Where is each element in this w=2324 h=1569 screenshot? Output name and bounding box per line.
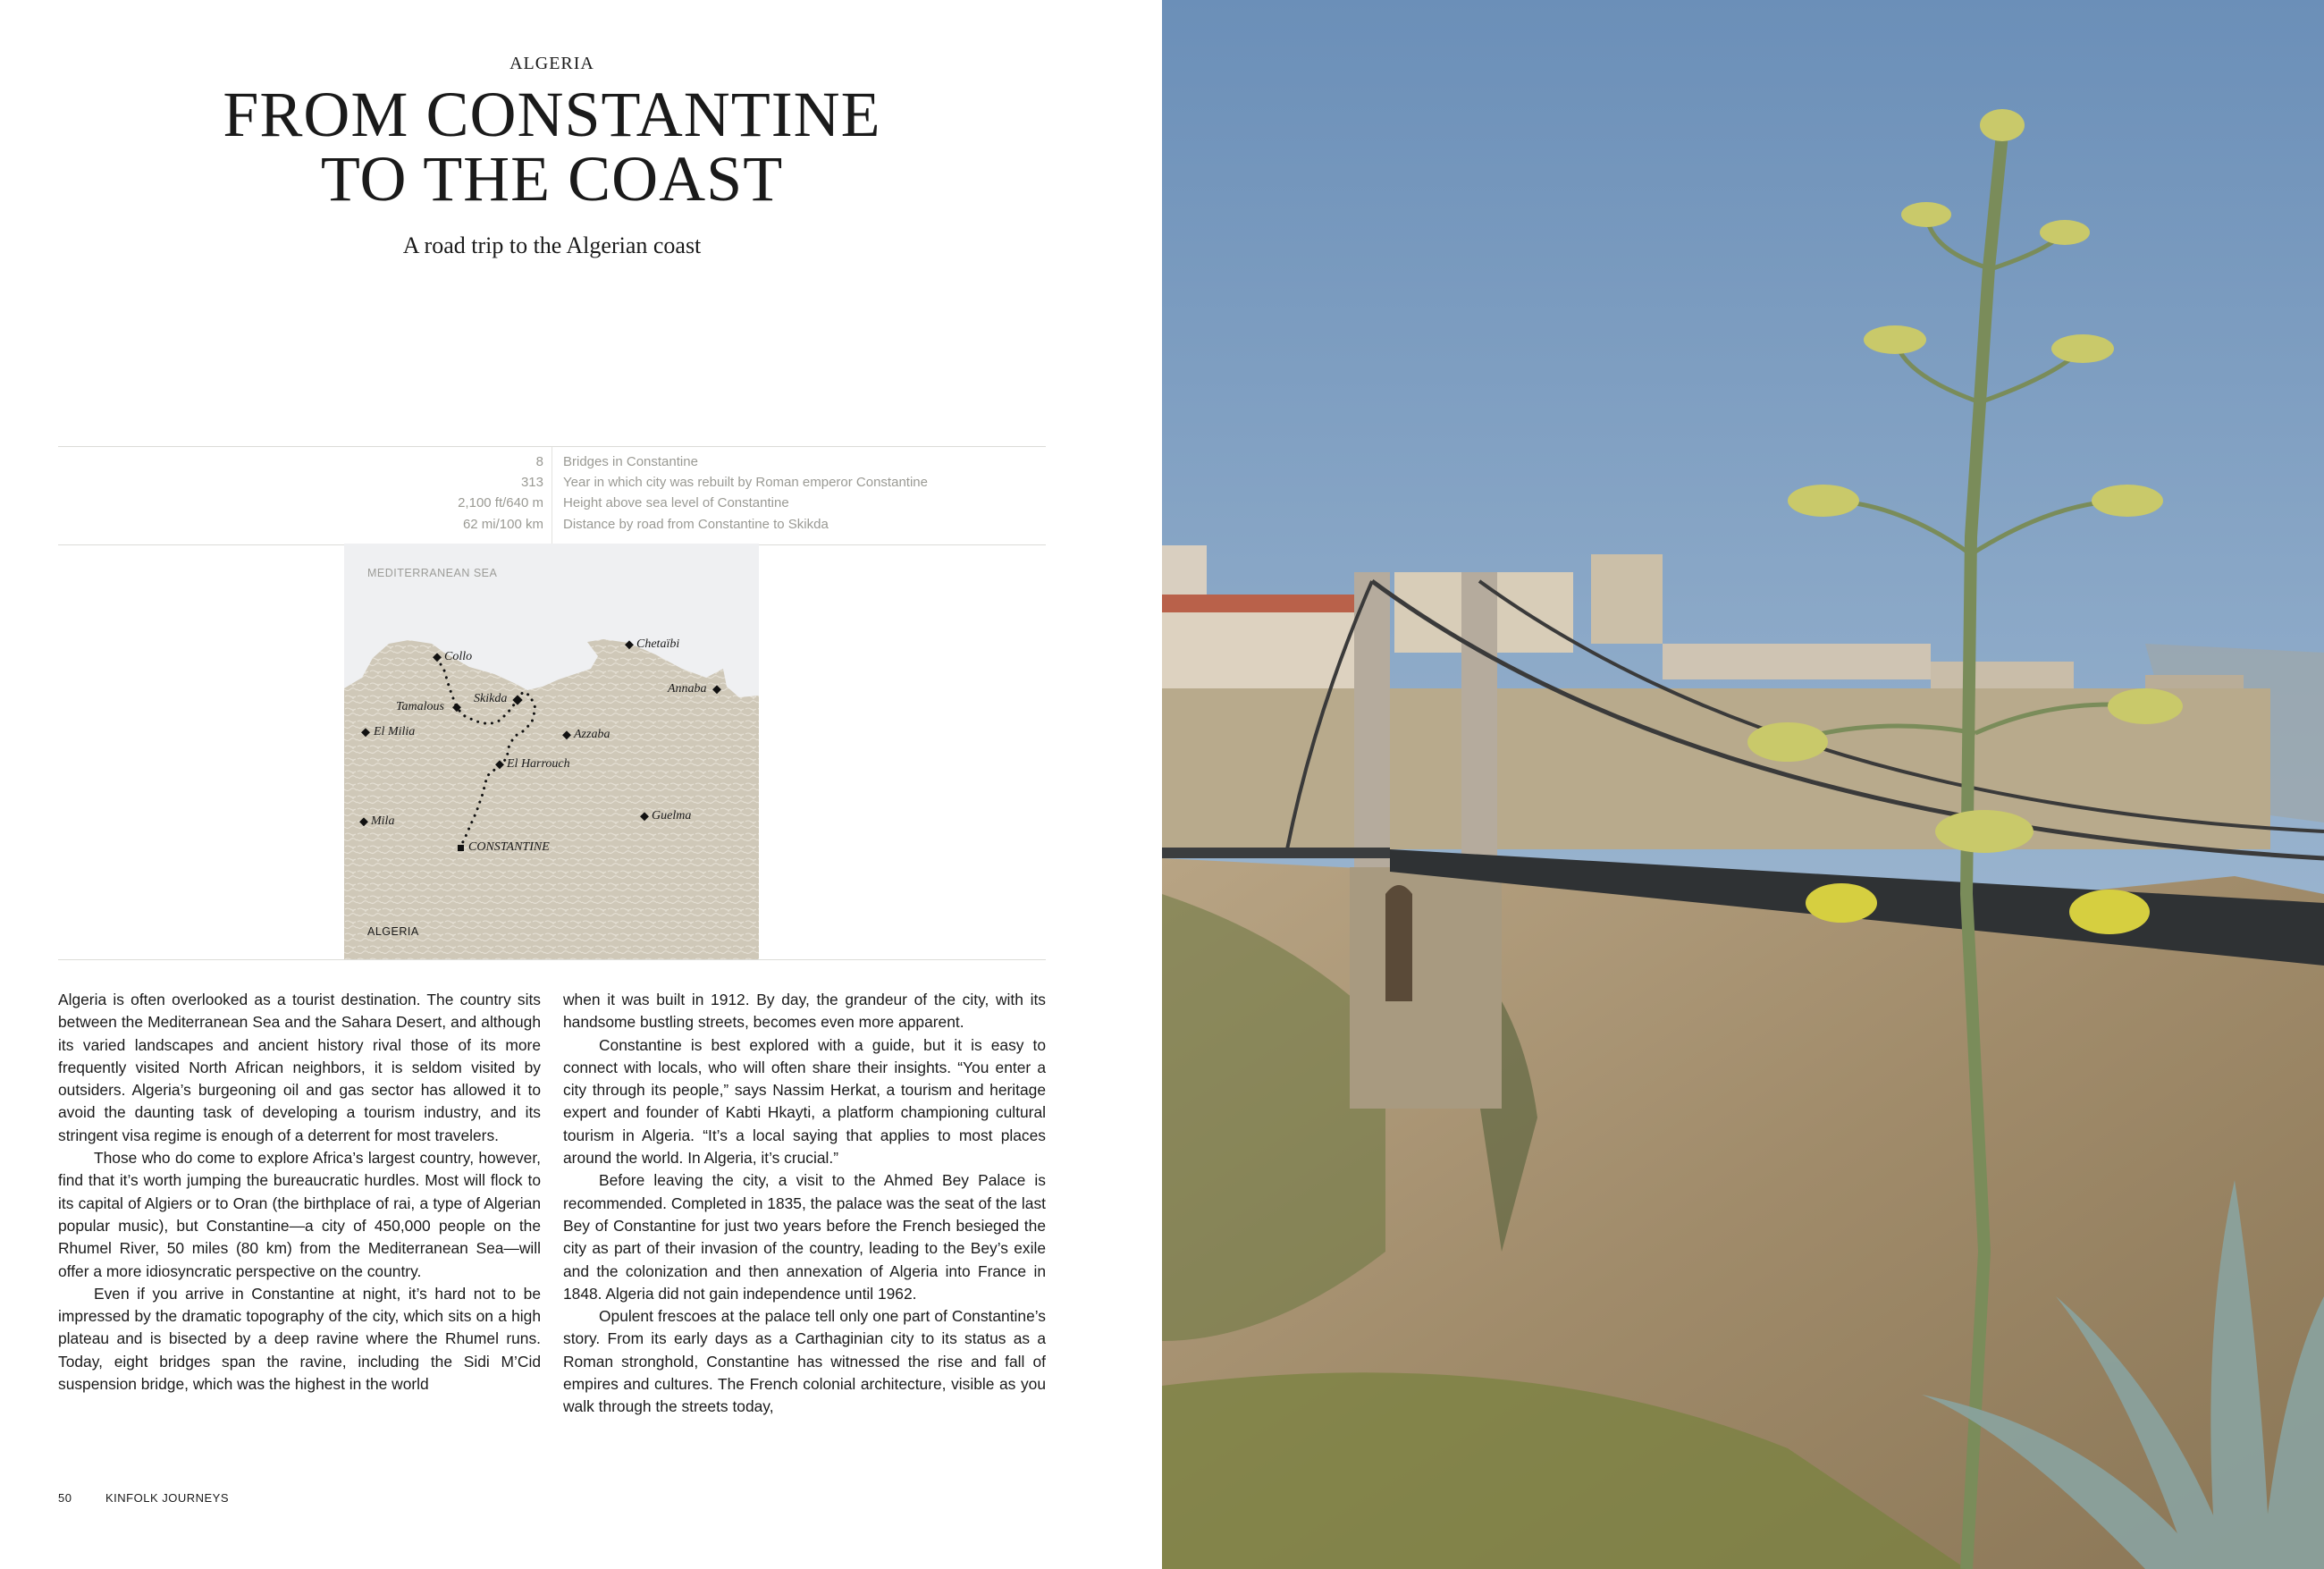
fact-value: 2,100 ft/640 m <box>458 495 543 510</box>
title-line-2: TO THE COAST <box>320 143 784 215</box>
constantine-bridge-photo <box>1162 0 2324 1569</box>
place-label-chetaibi: Chetaïbi <box>636 637 680 651</box>
fact-row <box>58 454 1046 474</box>
paragraph: when it was built in 1912. By day, the grandeur of the city, with its handsome bustling streets, becomes even more apparent. <box>563 991 1046 1032</box>
fact-row <box>58 495 1046 515</box>
fact-label: Bridges in Constantine <box>563 454 698 469</box>
fact-row <box>58 475 1046 494</box>
country-label: ALGERIA <box>367 925 419 938</box>
place-label-guelma: Guelma <box>652 809 692 822</box>
fact-row <box>58 517 1046 536</box>
place-label-annaba: Annaba <box>668 682 707 696</box>
place-label-tamalous: Tamalous <box>396 700 444 713</box>
place-label-el-milia: El Milia <box>374 725 416 738</box>
fact-value: 8 <box>535 454 543 469</box>
map-graphic <box>344 544 759 959</box>
fact-label: Year in which city was rebuilt by Roman emperor Constantine <box>563 475 928 490</box>
place-label-constantine: CONSTANTINE <box>468 840 550 854</box>
sea-label: MEDITERRANEAN SEA <box>367 567 498 579</box>
facts-table <box>58 446 1046 545</box>
fact-value: 62 mi/100 km <box>462 517 543 532</box>
paragraph: Opulent frescoes at the palace tell only one part of Constantine’s story. From its early days as a Carthaginian city to its status as a Roman stronghold, Constantine has witnessed the rise and fall of empires and cultures. The French colonial architecture, visible as you walk through the streets today, <box>563 1307 1046 1416</box>
fact-label: Height above sea level of Constantine <box>563 495 789 510</box>
place-label-skikda: Skikda <box>474 692 508 705</box>
section-rule <box>58 959 1046 960</box>
photo-graphic <box>1162 0 2324 1569</box>
page-number: 50 <box>58 1491 72 1505</box>
place-label-azzaba: Azzaba <box>574 728 610 741</box>
body-column-1 <box>58 989 541 1396</box>
article-subtitle: A road trip to the Algerian coast <box>402 232 702 258</box>
paragraph: Before leaving the city, a visit to the Ahmed Bey Palace is recommended. Completed in 1835, the palace was the seat of the last Bey of Constantine for just two years before the French besieged the city as part of their invasion of the country, leading to the Bey’s exile and the colonization and then annexation of Algeria into France in 1848. Algeria did not gain independence until 1962. <box>563 1171 1046 1303</box>
place-label-el-harrouch: El Harrouch <box>507 757 570 771</box>
paragraph: Algeria is often overlooked as a tourist destination. The country sits between the Mediterranean Sea and the Sahara Desert, and although its varied landscapes and ancient history rival those of its more frequently visited North African neighbors, it is seldom visited by outsiders. Algeria’s burgeoning oil and gas sector has allowed it to avoid the daunting task of developing a tourism industry, and its stringent visa regime is enough of a deterrent for most travelers. <box>58 991 541 1144</box>
publication-name: KINFOLK JOURNEYS <box>105 1491 230 1505</box>
body-column-2 <box>563 989 1046 1419</box>
title-line-1: FROM CONSTANTINE <box>223 79 881 150</box>
route-map <box>344 544 759 959</box>
fact-label: Distance by road from Constantine to Skikda <box>563 517 829 532</box>
paragraph: Those who do come to explore Africa’s largest country, however, find that it’s worth jumping the bureaucratic hurdles. Most will flock to its capital of Algiers or to Oran (the birthplace of rai, a type of Algerian popular music), but Constantine—a city of 450,000 people on the Rhumel River, 50 miles (80 km) from the Mediterranean Sea—will offer a more idiosyncratic perspective on the country. <box>58 1149 541 1280</box>
paragraph: Even if you arrive in Constantine at night, it’s hard not to be impressed by the dramatic topography of the city, which sits on a high plateau and is bisected by a deep ravine where the Rhumel runs. Today, eight bridges span the ravine, including the Sidi M’Cid suspension bridge, which was the highest in the world <box>58 1284 541 1394</box>
section-kicker: ALGERIA <box>509 54 594 73</box>
fact-value: 313 <box>520 475 543 490</box>
article-title <box>0 79 1104 215</box>
marker-constantine <box>458 845 464 851</box>
place-label-mila: Mila <box>371 814 395 828</box>
place-label-collo: Collo <box>444 650 473 663</box>
paragraph: Constantine is best explored with a guide, but it is easy to connect with locals, who will often share their insights. “You enter a city through its people,” says Nassim Herkat, a tourism and heritage expert and founder of Kabti Hkayti, a platform championing cultural tourism in Algeria. “It’s a local saying that applies to most places around the world. In Algeria, it’s crucial.” <box>563 1035 1046 1168</box>
